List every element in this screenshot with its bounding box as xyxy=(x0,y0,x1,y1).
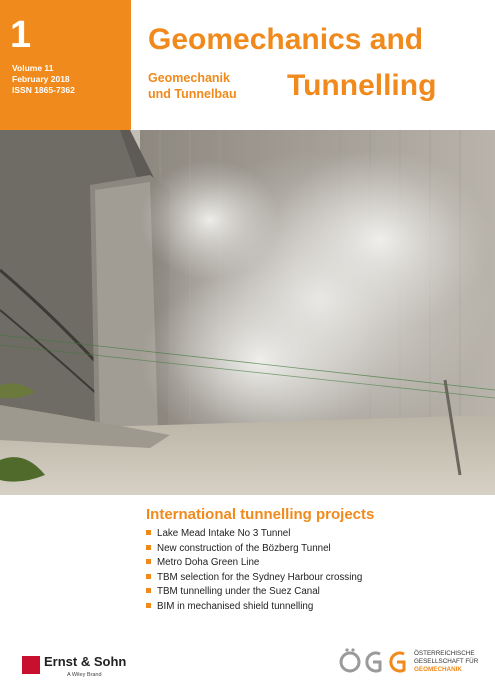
journal-title-line1: Geomechanics and xyxy=(148,23,424,56)
issue-date: February 2018 xyxy=(12,74,70,84)
contents-item-label: TBM selection for the Sydney Harbour crossing xyxy=(157,571,363,583)
journal-german-title xyxy=(148,70,237,102)
contents-item[interactable] xyxy=(146,585,362,600)
square-bullet-icon xyxy=(146,559,151,564)
cover-header xyxy=(0,0,495,130)
society-logo[interactable] xyxy=(338,647,488,687)
issue-volume: Volume 11 xyxy=(12,63,54,73)
contents-item-label: TBM tunnelling under the Suez Canal xyxy=(157,586,320,598)
contents-item-label: BIM in mechanised shield tunnelling xyxy=(157,600,314,612)
publisher-name: Ernst & Sohn xyxy=(44,654,127,669)
contents-item[interactable] xyxy=(146,527,362,542)
square-bullet-icon xyxy=(146,603,151,608)
issue-issn: ISSN 1865-7362 xyxy=(12,85,75,95)
contents-item[interactable] xyxy=(146,600,362,615)
square-bullet-icon xyxy=(146,574,151,579)
ogg-logo-icon xyxy=(338,647,410,677)
issue-number: 1 xyxy=(10,14,32,56)
tunnel-blast-illustration xyxy=(0,130,495,495)
contents-item[interactable] xyxy=(146,556,362,571)
issue-meta xyxy=(12,63,75,96)
contents-item-label: New construction of the Bözberg Tunnel xyxy=(157,542,331,554)
german-title-line1: Geomechanik xyxy=(148,71,230,85)
german-title-line2: und Tunnelbau xyxy=(148,87,237,101)
society-name-line3: GEOMECHANIK xyxy=(414,666,462,673)
issue-box xyxy=(0,0,131,130)
society-name-line1: ÖSTERREICHISCHE xyxy=(414,650,475,657)
publisher-logo[interactable] xyxy=(22,648,127,684)
contents-item-label: Lake Mead Intake No 3 Tunnel xyxy=(157,528,291,539)
cover-photo xyxy=(0,130,495,495)
square-bullet-icon xyxy=(146,530,151,535)
journal-title-line2: Tunnelling xyxy=(287,69,437,102)
ernst-sohn-logo-icon xyxy=(22,656,40,674)
section-heading: International tunnelling projects xyxy=(146,506,375,523)
contents-item-label: Metro Doha Green Line xyxy=(157,557,260,569)
contents-item[interactable] xyxy=(146,571,362,586)
contents-list xyxy=(146,527,362,615)
contents-item[interactable] xyxy=(146,542,362,557)
society-name-line2: GESELLSCHAFT FÜR xyxy=(414,658,479,665)
square-bullet-icon xyxy=(146,588,151,593)
square-bullet-icon xyxy=(146,545,151,550)
society-name xyxy=(414,650,478,674)
publisher-tagline: A Wiley Brand xyxy=(67,672,102,678)
